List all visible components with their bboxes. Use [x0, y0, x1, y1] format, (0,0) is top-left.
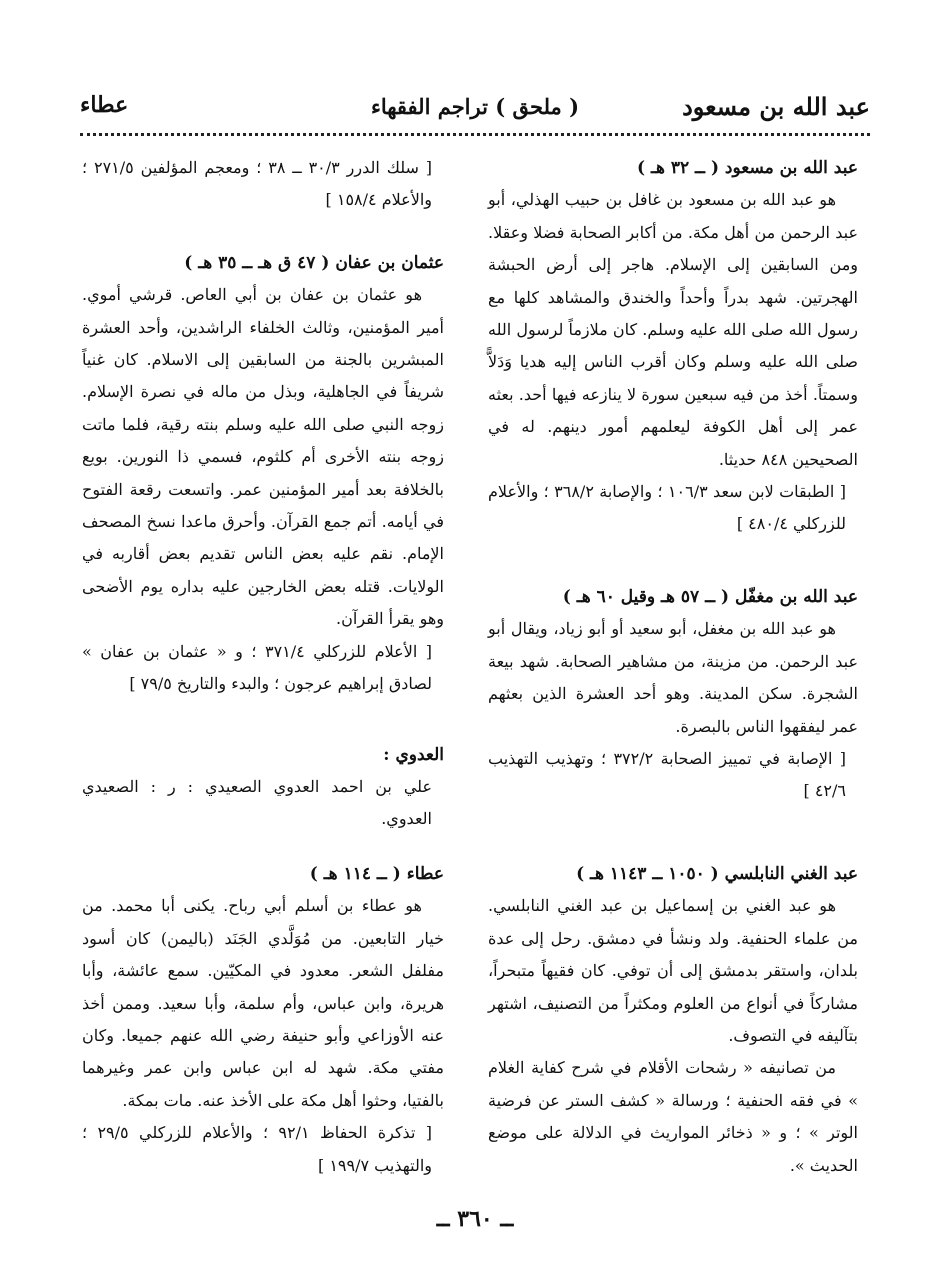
entry-title: عبد الله بن مغفّل ( ــ ٥٧ هـ وقيل ٦٠ هـ )	[562, 586, 858, 607]
entry-title: عطاء ( ــ ١١٤ هـ )	[309, 864, 444, 884]
continuation-reference: [ سلك الدرر ٣٠/٣ ــ ٣٨ ؛ ومعجم المؤلفين ٢٧١/٥ ؛ والأعلام ١٥٨/٤ ]	[82, 158, 433, 210]
entry-body: هو عبد الغني بن إسماعيل بن عبد الغني النابلسي. من علماء الحنفية. ولد ونشأ في دمشق. رحل إلى عدة بلدان، واستقر بدمشق إلى أن توفي. كان فقيهاً متبحراً، مشاركاً في أنواع من العلوم ومكثراً من التصنيف، اشتهر بتآليفه في التصوف.	[488, 896, 858, 1046]
header-dotted-rule	[80, 133, 870, 136]
entry-reference: [ الأعلام للزركلي ٣٧١/٤ ؛ و « عثمان بن عفان » لصادق إبراهيم عرجون ؛ والبدء والتاريخ ٧٩/٥ ]	[82, 641, 433, 694]
header-center-title: ( ملحق ) تراجم الفقهاء	[370, 94, 580, 119]
right-column-top	[488, 152, 858, 830]
entry-reference: [ الطبقات لابن سعد ١٠٦/٣ ؛ والإصابة ٣٦٨/٢ ؛ والأعلام للزركلي ٤٨٠/٤ ]	[488, 482, 846, 534]
entry-adawi	[82, 739, 444, 836]
entry-body: هو عبد الله بن مسعود بن غافل بن حبيب الهذلي، أبو عبد الرحمن من أهل مكة. من أكابر الصحابة فضلا وعقلا. ومن السابقين إلى الإسلام. هاجر إلى أرض الحبشة الهجرتين. شهد بدراً وأحداً والخندق والمشاهد كلها مع رسول الله صلى الله عليه وسلم. كان ملازماً لرسول الله صلى الله عليه وسلم وكان أقرب الناس إليه هديا وَدَلاًّ وسمتاً. أخذ من فيه سبعين سورة لا ينازعه فيها أحد. بعثه عمر إلى أهل الكوفة ليعلمهم أمور دينهم. له في الصحيحين ٨٤٨ حديثا.	[488, 190, 859, 469]
entry-title: العدوي :	[383, 744, 444, 765]
header-left-title: عطاء	[80, 92, 129, 118]
entry-ibn-masud	[488, 152, 858, 541]
entry-body: هو عثمان بن عفان بن أبي العاص. قرشي أموي. أمير المؤمنين، وثالث الخلفاء الراشدين، وأحد العشرة المبشرين بالجنة من السابقين إلى الاسلام. كان غنياً شريفاً في الجاهلية، وبذل من ماله في نصرة الإسلام. زوجه النبي صلى الله عليه وسلم بنته رقية، فلما ماتت زوجه بنته الأخرى أم كلثوم، فسمي ذا النورين. بويع بالخلافة بعد أمير المؤمنين عمر. واتسعت رقعة الفتوح في أيامه. أتم جمع القرآن. وأحرق ماعدا نسخ المصحف الإمام. نقم عليه بعض الناس تقديم بعض أقاربه في الولايات. قتله بعض الخارجين عليه بداره يوم الأضحى وهو يقرأ القرآن.	[82, 285, 444, 629]
left-column-top	[82, 152, 444, 858]
entry-nabulsi	[488, 858, 858, 1182]
left-column-bottom	[82, 858, 444, 1204]
entry-ibn-mughaffal	[488, 581, 858, 808]
entry-title: عبد الغني النابلسي ( ١٠٥٠ ــ ١١٤٣ هـ )	[576, 864, 858, 884]
right-column-bottom	[488, 858, 858, 1204]
entry-body-works: من تصانيفه « رشحات الأقلام في شرح كفاية الغلام » في فقه الحنفية ؛ ورسالة « كشف الستر عن فرضية الوتر » ؛ و « ذخائر المواريث في الدلالة على موضع الحديث ».	[488, 1058, 858, 1175]
page-number: ــ ٣٦٠ ــ	[436, 1206, 514, 1232]
entry-body: هو عبد الله بن مغفل، أبو سعيد أو أبو زياد، ويقال أبو عبد الرحمن. من مزينة، من مشاهير الصحابة. شهد بيعة الشجرة. سكن المدينة. وهو أحد العشرة الذين بعثهم عمر ليفقهوا الناس بالبصرة.	[488, 619, 858, 736]
entry-reference: [ الإصابة في تمييز الصحابة ٣٧٢/٢ ؛ وتهذيب التهذيب ٤٢/٦ ]	[488, 748, 847, 801]
entry-title: عثمان بن عفان ( ٤٧ ق هـ ــ ٣٥ هـ )	[184, 252, 444, 273]
entry-reference: [ تذكرة الحفاظ ٩٢/١ ؛ والأعلام للزركلي ٢٩/٥ ؛ والتهذيب ١٩٩/٧ ]	[82, 1123, 433, 1175]
entry-body: هو عطاء بن أسلم أبي رباح. يكنى أبا محمد. من خيار التابعين. من مُوَلَّدي الجَنَد (باليمن) كان أسود مفلفل الشعر. معدود في المكيّين. سمع عائشة، وأبا هريرة، وابن عباس، وأم سلمة، وأبا سعيد. وممن أخذ عنه الأوزاعي وأبو حنيفة رضي الله عنهم جميعا. وكان مفتي مكة. شهد له ابن عباس وابن عمر وغيرهما بالفتيا، وحثوا أهل مكة على الأخذ عنه. مات بمكة.	[82, 896, 444, 1110]
entry-ata	[82, 858, 444, 1182]
header-right-title: عبد الله بن مسعود	[682, 92, 870, 121]
cross-reference: علي بن احمد العدوي الصعيدي : ر : الصعيدي العدوي.	[82, 776, 432, 829]
entry-title: عبد الله بن مسعود ( ــ ٣٢ هـ )	[637, 158, 858, 178]
running-header	[80, 92, 870, 132]
entry-uthman	[82, 247, 444, 701]
